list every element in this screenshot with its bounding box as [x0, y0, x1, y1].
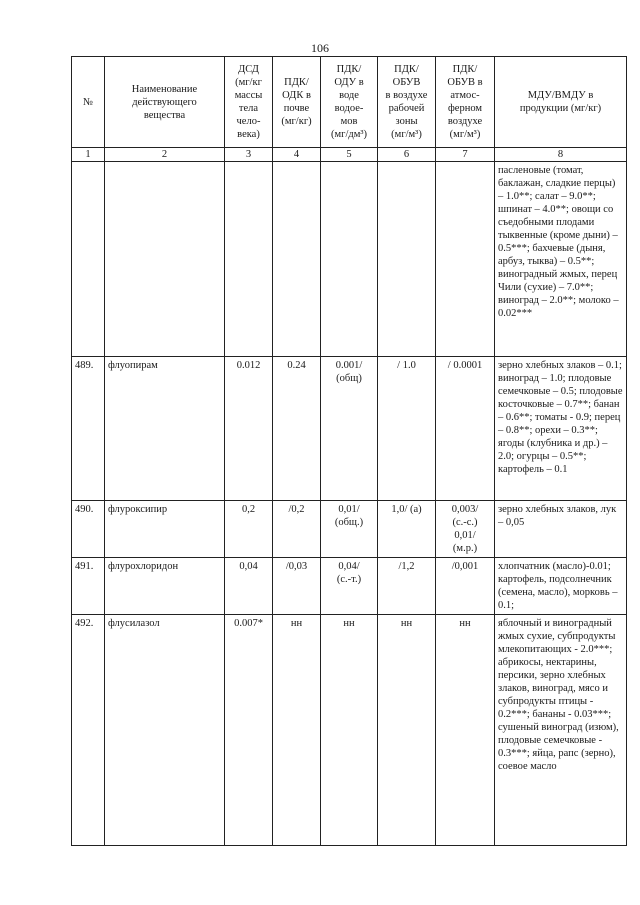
column-number: 3: [225, 148, 273, 162]
mdu-value: пасленовые (томат, баклажан, сладкие перцы) – 1.0**; салат – 9.0**; шпинат – 4.0**; овощи со съедобными плодами тыквенные (кроме дыни) – 0.5***; бахчевые (дыня, арбуз, тыква) – 0.5**; виноградный жмых, перец Чили (сухие) – 7.0**; виноград – 2.0**; молоко – 0.02***: [495, 162, 627, 357]
header-soil: ПДК/ ОДК в почве (мг/кг): [273, 57, 321, 148]
header-substance-name: Наименование действующего вещества: [105, 57, 225, 148]
air-workzone-value: / 1.0: [378, 357, 436, 501]
row-number: 491.: [72, 558, 105, 615]
water-value: 0,04/ (с.-т.): [321, 558, 378, 615]
column-number: 8: [495, 148, 627, 162]
soil-value: нн: [273, 615, 321, 846]
substance-name: флусилазол: [105, 615, 225, 846]
mdu-value: хлопчатник (масло)-0.01; картофель, подсолнечник (семена, масло), морковь – 0.1;: [495, 558, 627, 615]
substance-name: флуроксипир: [105, 501, 225, 558]
air-atmosphere-value: /0,001: [436, 558, 495, 615]
column-number: 6: [378, 148, 436, 162]
soil-value: /0,2: [273, 501, 321, 558]
soil-value: /0,03: [273, 558, 321, 615]
column-number: 7: [436, 148, 495, 162]
dsd-value: 0,2: [225, 501, 273, 558]
table-row: [72, 357, 627, 501]
air-workzone-value: нн: [378, 615, 436, 846]
column-number: 2: [105, 148, 225, 162]
dsd-value: [225, 162, 273, 357]
row-number: [72, 162, 105, 357]
mdu-value: зерно хлебных злаков, лук – 0,05: [495, 501, 627, 558]
air-atmosphere-value: [436, 162, 495, 357]
dsd-value: 0.007*: [225, 615, 273, 846]
column-number: 5: [321, 148, 378, 162]
air-workzone-value: [378, 162, 436, 357]
soil-value: [273, 162, 321, 357]
column-number: 1: [72, 148, 105, 162]
header-water: ПДК/ ОДУ в воде водое- мов (мг/дм³): [321, 57, 378, 148]
table-row: [72, 615, 627, 846]
row-number: 489.: [72, 357, 105, 501]
mdu-value: зерно хлебных злаков – 0.1; виноград – 1.0; плодовые семечковые – 0.5; плодовые косточковые – 0.7**; банан – 0.6**; томаты - 0.9; перец – 0.8**; орехи – 0.3**; ягоды (клубника и др.) – 2.0; огурцы – 0.5**; картофель – 0.1: [495, 357, 627, 501]
soil-value: 0.24: [273, 357, 321, 501]
table-row: [72, 501, 627, 558]
air-atmosphere-value: 0,003/ (с.-с.) 0,01/ (м.р.): [436, 501, 495, 558]
row-number: 492.: [72, 615, 105, 846]
dsd-value: 0.012: [225, 357, 273, 501]
substance-name: флуопирам: [105, 357, 225, 501]
column-number: 4: [273, 148, 321, 162]
header-air-atmosphere: ПДК/ ОБУВ в атмос- ферном воздухе (мг/м³): [436, 57, 495, 148]
water-value: 0.001/ (общ): [321, 357, 378, 501]
air-atmosphere-value: нн: [436, 615, 495, 846]
substance-name: флурохлоридон: [105, 558, 225, 615]
page-number: 106: [311, 41, 329, 55]
table-row: [72, 558, 627, 615]
pesticide-regulation-table: [71, 56, 627, 846]
mdu-value: яблочный и виноградный жмых сухие, субпродукты млекопитающих - 2.0***; абрикосы, нектарины, персики, зерно хлебных злаков, виноград, мясо и субпродукты птицы - 0.2***; бананы - 0.03***; сушеный виноград (изюм), плодовые семечковые - 0.3***; яйца, рапс (зерно), соевое масло: [495, 615, 627, 846]
header-number: №: [72, 57, 105, 148]
table-row: [72, 162, 627, 357]
row-number: 490.: [72, 501, 105, 558]
header-mdu: МДУ/ВМДУ в продукции (мг/кг): [495, 57, 627, 148]
header-dsd: ДСД (мг/кг массы тела чело- века): [225, 57, 273, 148]
dsd-value: 0,04: [225, 558, 273, 615]
air-workzone-value: /1,2: [378, 558, 436, 615]
header-air-workzone: ПДК/ ОБУВ в воздухе рабочей зоны (мг/м³): [378, 57, 436, 148]
air-atmosphere-value: / 0.0001: [436, 357, 495, 501]
water-value: [321, 162, 378, 357]
air-workzone-value: 1,0/ (а): [378, 501, 436, 558]
substance-name: [105, 162, 225, 357]
water-value: 0,01/ (общ.): [321, 501, 378, 558]
water-value: нн: [321, 615, 378, 846]
